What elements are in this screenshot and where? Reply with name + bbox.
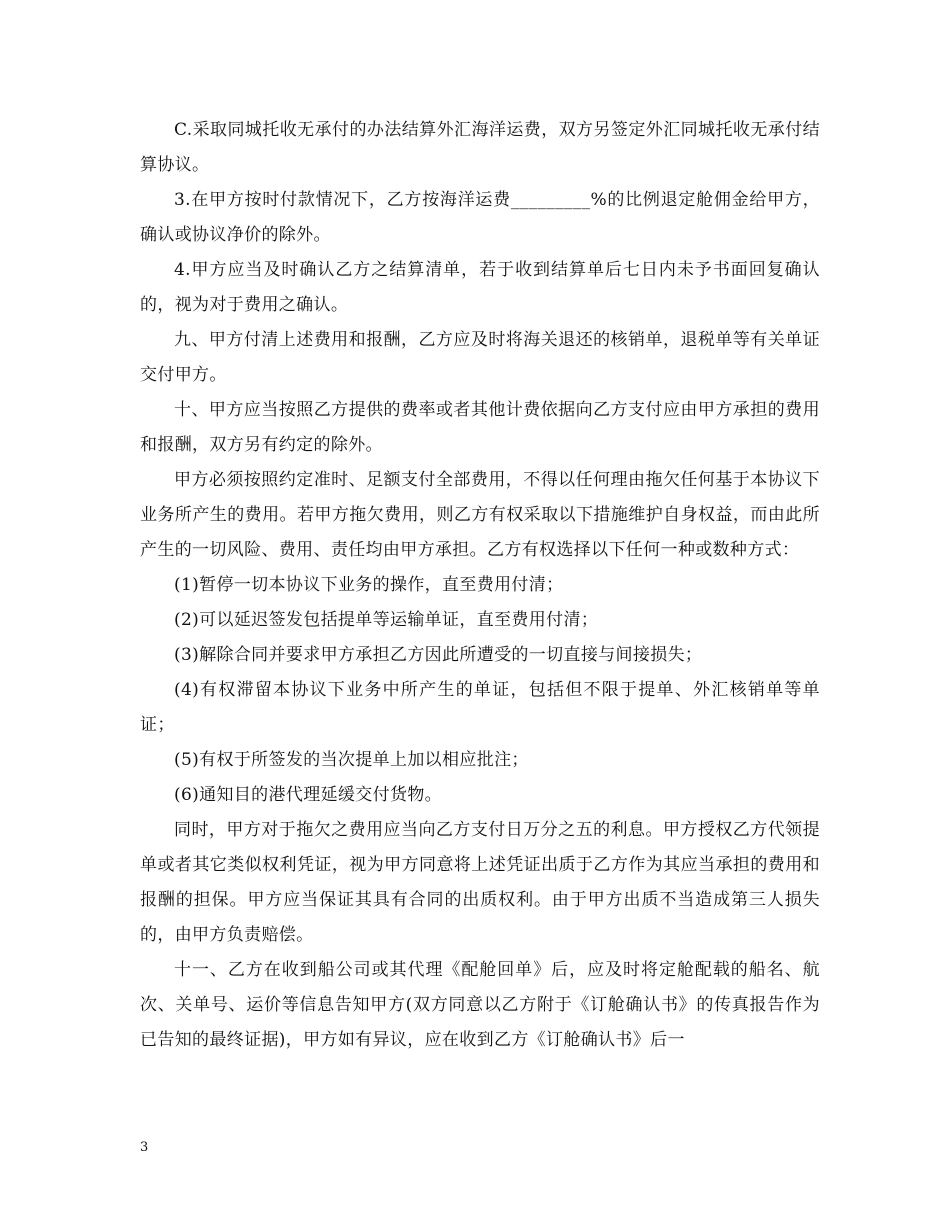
paragraph-commission-refund: 3.在甲方按时付款情况下，乙方按海洋运费_________%的比例退定舱佣金给甲方，确认或协议净价的除外。: [140, 190, 820, 245]
paragraph-clause-ten: 十、甲方应当按照乙方提供的费率或者其他计费依据向乙方支付应由甲方承担的费用和报酬，双方另有约定的除外。: [140, 400, 820, 455]
paragraph-remedy-4: (4)有权滞留本协议下业务中所产生的单证，包括但不限于提单、外汇核销单等单证；: [140, 680, 820, 735]
paragraph-clause-nine: 九、甲方付清上述费用和报酬，乙方应及时将海关退还的核销单，退税单等有关单证交付甲方。: [140, 330, 820, 385]
paragraph-remedy-3: (3)解除合同并要求甲方承担乙方因此所遭受的一切直接与间接损失；: [174, 645, 703, 665]
paragraph-remedy-6: (6)通知目的港代理延缓交付货物。: [174, 785, 443, 805]
paragraph-clause-eleven: 十一、乙方在收到船公司或其代理《配舱回单》后，应及时将定舱配载的船名、航次、关单号、运价等信息告知甲方(双方同意以乙方附于《订舱确认书》的传真报告作为已告知的最终证据)，甲方如有异议，应在收到乙方《订舱确认书》后一: [140, 960, 820, 1050]
paragraph-remedy-5: (5)有权于所签发的当次提单上加以相应批注；: [174, 750, 529, 770]
page-number: 3: [140, 1140, 149, 1155]
paragraph-settlement-confirmation: 4.甲方应当及时确认乙方之结算清单，若于收到结算单后七日内未予书面回复确认的，视为对于费用之确认。: [140, 260, 820, 315]
paragraph-payment-obligation: 甲方必须按照约定准时、足额支付全部费用，不得以任何理由拖欠任何基于本协议下业务所产生的费用。若甲方拖欠费用，则乙方有权采取以下措施维护自身权益，而由此所产生的一切风险、费用、责任均由甲方承担。乙方有权选择以下任何一种或数种方式：: [140, 470, 820, 560]
paragraph-remedy-1: (1)暂停一切本协议下业务的操作，直至费用付清；: [174, 575, 564, 595]
paragraph-interest-and-pledge: 同时，甲方对于拖欠之费用应当向乙方支付日万分之五的利息。甲方授权乙方代领提单或者其它类似权利凭证，视为甲方同意将上述凭证出质于乙方作为其应当承担的费用和报酬的担保。甲方应当保证其具有合同的出质权利。由于甲方出质不当造成第三人损失的，由甲方负责赔偿。: [140, 820, 820, 945]
paragraph-settlement-method-c: C.采取同城托收无承付的办法结算外汇海洋运费，双方另签定外汇同城托收无承付结算协议。: [140, 120, 820, 175]
paragraph-remedy-2: (2)可以延迟签发包括提单等运输单证，直至费用付清；: [174, 610, 599, 630]
document-body: [140, 113, 820, 1058]
